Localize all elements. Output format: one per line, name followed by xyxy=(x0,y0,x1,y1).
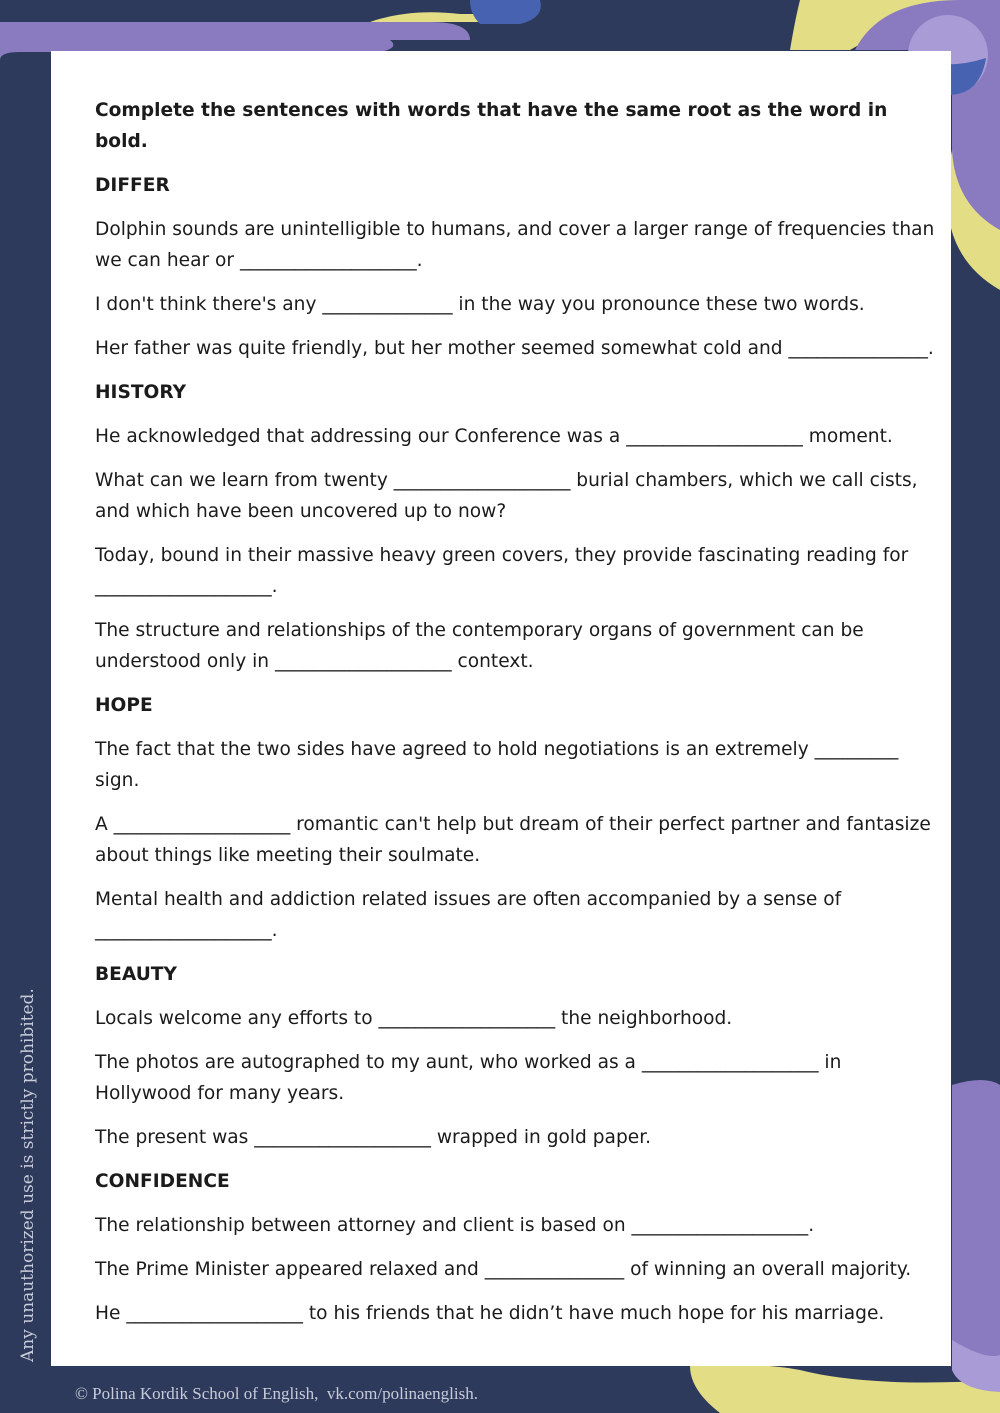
worksheet-content xyxy=(95,95,935,1342)
instruction-text: Complete the sentences with words that have the same root as the word in bold. xyxy=(95,100,888,152)
section-heading: BEAUTY xyxy=(95,964,177,985)
copyright-side-note: Any unauthorized use is strictly prohibited. xyxy=(18,988,38,1362)
arc-lavender-bottom-right xyxy=(952,1080,1000,1370)
section-heading: CONFIDENCE xyxy=(95,1171,230,1192)
section-heading: HOPE xyxy=(95,695,153,716)
section-hope xyxy=(95,690,935,946)
exercise-sentence: Locals welcome any efforts to ___________________ the neighborhood. xyxy=(95,1008,733,1029)
exercise-sentence: Mental health and addiction related issues are often accompanied by a sense of ___________________. xyxy=(95,889,842,941)
section-beauty xyxy=(95,959,935,1153)
exercise-sentence: The Prime Minister appeared relaxed and _______________ of winning an overall majority. xyxy=(95,1259,912,1280)
exercise-sentence: He acknowledged that addressing our Conference was a ___________________ moment. xyxy=(95,426,893,447)
exercise-sentence: Today, bound in their massive heavy green covers, they provide fascinating reading for ___________________. xyxy=(95,545,909,597)
footer-credit: © Polina Kordik School of English, vk.com/polinaenglish. xyxy=(75,1384,478,1403)
exercise-sentence: The present was ___________________ wrapped in gold paper. xyxy=(95,1127,652,1148)
exercise-sentence: The structure and relationships of the contemporary organs of government can be understood only in ___________________ context. xyxy=(95,620,864,672)
section-history xyxy=(95,377,935,677)
exercise-sentence: Dolphin sounds are unintelligible to humans, and cover a larger range of frequencies than we can hear or ___________________. xyxy=(95,219,935,271)
section-heading: DIFFER xyxy=(95,175,170,196)
exercise-sentence: He ___________________ to his friends that he didn’t have much hope for his marriage. xyxy=(95,1303,885,1324)
worksheet-sheet xyxy=(51,51,951,1366)
exercise-sentence: The fact that the two sides have agreed to hold negotiations is an extremely _________ sign. xyxy=(95,739,899,791)
section-confidence xyxy=(95,1166,935,1329)
exercise-sentence: A ___________________ romantic can't help but dream of their perfect partner and fantasize about things like meeting their soulmate. xyxy=(95,814,931,866)
exercise-sentence: I don't think there's any ______________ in the way you pronounce these two words. xyxy=(95,294,865,315)
exercise-sentence: The photos are autographed to my aunt, who worked as a ___________________ in Hollywood for many years. xyxy=(95,1052,842,1104)
wave-blue-top xyxy=(470,0,541,24)
section-differ xyxy=(95,170,935,364)
exercise-sentence: Her father was quite friendly, but her mother seemed somewhat cold and _______________. xyxy=(95,338,934,359)
exercise-sentence: The relationship between attorney and client is based on ___________________. xyxy=(95,1215,815,1236)
section-heading: HISTORY xyxy=(95,382,187,403)
exercise-sentence: What can we learn from twenty ___________________ burial chambers, which we call cists, and which have been uncovered up to now? xyxy=(95,470,918,522)
